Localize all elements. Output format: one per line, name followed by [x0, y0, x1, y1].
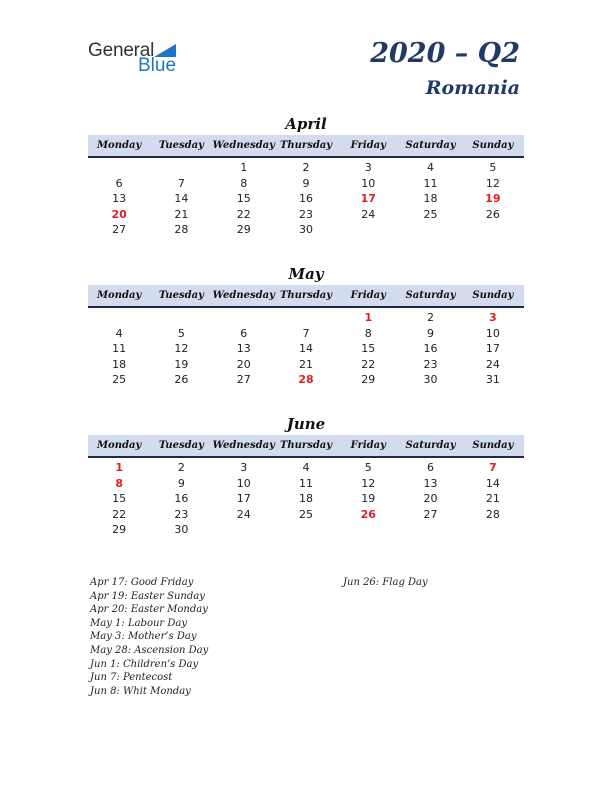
month-calendar-may	[88, 263, 524, 388]
day-cell	[399, 222, 461, 238]
day-cell	[337, 222, 399, 238]
day-cell: 22	[236, 207, 251, 221]
weekday-label: Monday	[96, 290, 142, 301]
holiday-entry: Apr 20: Easter Monday	[90, 604, 208, 616]
day-cell: 11	[112, 342, 127, 355]
day-cell	[337, 522, 399, 538]
page-title: 2020 – Q2	[370, 38, 520, 69]
holiday-day-cell: 17	[360, 192, 376, 205]
holiday-entry: May 28: Ascension Day	[90, 644, 209, 656]
day-cell: 8	[364, 326, 372, 340]
weekday-label: Tuesday	[158, 290, 204, 301]
day-cell: 6	[115, 176, 123, 190]
day-cell: 4	[115, 326, 123, 340]
day-cell: 6	[240, 326, 248, 340]
holiday-day-cell: 7	[489, 461, 497, 474]
holiday-day-cell: 1	[115, 461, 123, 474]
day-cell	[88, 160, 150, 176]
day-cell: 5	[489, 161, 497, 174]
holiday-list-left	[90, 576, 208, 698]
week-row	[88, 522, 524, 538]
day-cell: 25	[423, 207, 438, 221]
day-cell: 11	[298, 476, 313, 490]
day-cell: 31	[485, 373, 500, 386]
day-cell: 7	[177, 176, 185, 190]
day-cell: 27	[112, 223, 127, 236]
day-cell: 15	[236, 192, 251, 205]
day-cell: 18	[423, 192, 438, 205]
day-cell: 24	[485, 357, 500, 371]
day-cell: 14	[485, 476, 500, 490]
holiday-day-cell: 3	[489, 311, 497, 324]
day-cell: 26	[485, 207, 500, 221]
weekday-label: Thursday	[279, 140, 333, 151]
logo-general-text: General	[88, 40, 155, 61]
day-cell: 3	[240, 461, 248, 474]
month-name: April	[285, 115, 327, 133]
day-cell: 30	[423, 373, 438, 386]
weekday-label: Wednesday	[212, 140, 275, 151]
week-row	[88, 191, 524, 207]
weekday-label: Friday	[350, 440, 386, 451]
day-cell: 23	[174, 507, 189, 521]
day-cell	[275, 522, 337, 538]
weekday-label: Monday	[96, 440, 142, 451]
day-cell	[150, 310, 212, 326]
day-cell: 28	[485, 507, 500, 521]
day-cell: 4	[302, 461, 310, 474]
week-row	[88, 372, 524, 388]
week-row	[88, 222, 524, 238]
week-row	[88, 176, 524, 192]
day-cell: 25	[298, 507, 313, 521]
month-calendar-june	[88, 413, 524, 538]
weekday-label: Tuesday	[158, 440, 204, 451]
day-cell: 22	[361, 357, 376, 371]
holiday-entry: Jun 26: Flag Day	[343, 577, 428, 588]
day-cell: 2	[177, 461, 185, 474]
day-cell	[213, 310, 275, 326]
weekday-header-row	[88, 285, 524, 308]
week-row	[88, 491, 524, 507]
week-row	[88, 326, 524, 342]
month-name: May	[288, 265, 324, 283]
weekday-label: Sunday	[472, 140, 514, 151]
day-cell	[150, 160, 212, 176]
weekday-label: Monday	[96, 140, 142, 151]
day-cell	[462, 522, 524, 538]
day-cell: 8	[240, 176, 248, 190]
day-cell: 23	[423, 357, 438, 371]
day-cell: 6	[427, 461, 435, 474]
holiday-entry: Jun 1: Children’s Day	[90, 658, 199, 670]
weekday-label: Sunday	[472, 290, 514, 301]
day-cell: 5	[364, 461, 372, 474]
day-cell: 29	[361, 373, 376, 386]
weekday-header-row	[88, 135, 524, 158]
holiday-day-cell: 28	[298, 373, 314, 386]
day-cell: 12	[174, 342, 189, 355]
day-cell: 20	[423, 492, 438, 505]
holiday-entry: Apr 19: Easter Sunday	[90, 590, 205, 602]
weekday-label: Friday	[350, 140, 386, 151]
day-cell	[213, 522, 275, 538]
day-cell: 5	[177, 326, 185, 340]
holiday-day-cell: 8	[115, 476, 123, 490]
week-row	[88, 341, 524, 357]
day-cell: 14	[174, 192, 189, 205]
day-cell: 10	[361, 176, 376, 190]
weekday-label: Thursday	[279, 440, 333, 451]
day-cell: 7	[302, 326, 310, 340]
day-cell: 21	[485, 492, 500, 505]
day-cell: 14	[298, 342, 313, 355]
day-cell: 19	[361, 492, 376, 505]
holiday-day-cell: 1	[364, 311, 373, 324]
weekday-label: Tuesday	[158, 140, 204, 151]
day-cell: 12	[361, 476, 376, 490]
day-cell: 10	[485, 326, 500, 340]
week-row	[88, 476, 524, 492]
day-cell: 16	[298, 192, 313, 205]
day-cell: 29	[112, 523, 127, 536]
day-cell: 20	[236, 357, 251, 371]
weekday-header-row	[88, 435, 524, 458]
weekday-label: Wednesday	[212, 440, 275, 451]
day-cell: 2	[427, 311, 435, 324]
week-row	[88, 310, 524, 326]
logo-blue-text: Blue	[138, 55, 177, 76]
day-cell: 2	[302, 161, 310, 174]
day-cell: 24	[361, 207, 376, 221]
weekday-label: Wednesday	[212, 290, 275, 301]
day-cell: 18	[298, 492, 313, 505]
day-cell: 19	[174, 357, 189, 371]
day-cell: 16	[174, 492, 189, 505]
day-cell: 17	[236, 492, 251, 505]
week-row	[88, 160, 524, 176]
day-cell: 25	[112, 373, 127, 386]
holiday-day-cell: 19	[485, 192, 501, 205]
day-cell: 22	[112, 507, 127, 521]
day-cell: 10	[236, 476, 251, 490]
day-cell: 21	[174, 207, 189, 221]
day-cell: 30	[174, 523, 189, 536]
day-cell: 9	[302, 176, 310, 190]
holiday-entry: May 1: Labour Day	[90, 617, 187, 629]
week-row	[88, 507, 524, 523]
weekday-label: Thursday	[279, 290, 333, 301]
holiday-entry: Apr 17: Good Friday	[90, 577, 194, 588]
holiday-entry: May 3: Mother’s Day	[90, 631, 197, 643]
weekday-label: Saturday	[405, 440, 456, 451]
day-cell: 27	[236, 373, 251, 386]
day-cell: 23	[298, 207, 313, 221]
holiday-entry: Jun 8: Whit Monday	[90, 685, 191, 697]
weekday-label: Friday	[350, 290, 386, 301]
day-cell	[88, 310, 150, 326]
day-cell: 27	[423, 507, 438, 521]
holiday-day-cell: 20	[111, 207, 127, 221]
week-row	[88, 357, 524, 373]
day-cell: 28	[174, 223, 189, 236]
weekday-label: Sunday	[472, 440, 514, 451]
month-calendar-april	[88, 113, 524, 238]
logo	[88, 40, 188, 76]
day-cell: 29	[236, 223, 251, 236]
day-cell: 15	[361, 342, 376, 355]
day-cell: 9	[427, 326, 435, 340]
day-cell: 24	[236, 507, 251, 521]
holiday-entry: Jun 7: Pentecost	[90, 672, 173, 684]
month-name: June	[286, 415, 326, 433]
day-cell: 1	[240, 161, 248, 174]
day-cell: 15	[112, 492, 127, 505]
weekday-label: Saturday	[405, 140, 456, 151]
day-cell: 16	[423, 342, 438, 355]
day-cell	[275, 310, 337, 326]
day-cell: 13	[236, 342, 251, 355]
day-cell: 3	[364, 161, 372, 174]
day-cell: 30	[298, 223, 313, 236]
day-cell: 9	[177, 476, 185, 490]
day-cell: 26	[174, 373, 189, 386]
holiday-list-right	[343, 576, 428, 590]
page-subtitle: Romania	[425, 77, 520, 99]
week-row	[88, 460, 524, 476]
day-cell	[462, 222, 524, 238]
day-cell: 18	[112, 357, 127, 371]
day-cell: 13	[423, 476, 438, 490]
day-cell	[399, 522, 461, 538]
week-row	[88, 207, 524, 223]
weekday-label: Saturday	[405, 290, 456, 301]
day-cell: 21	[298, 357, 313, 371]
holiday-day-cell: 26	[360, 507, 376, 521]
day-cell: 12	[485, 176, 500, 190]
day-cell: 13	[112, 192, 127, 205]
day-cell: 11	[423, 176, 438, 190]
day-cell: 4	[427, 161, 435, 174]
day-cell: 17	[485, 342, 500, 355]
